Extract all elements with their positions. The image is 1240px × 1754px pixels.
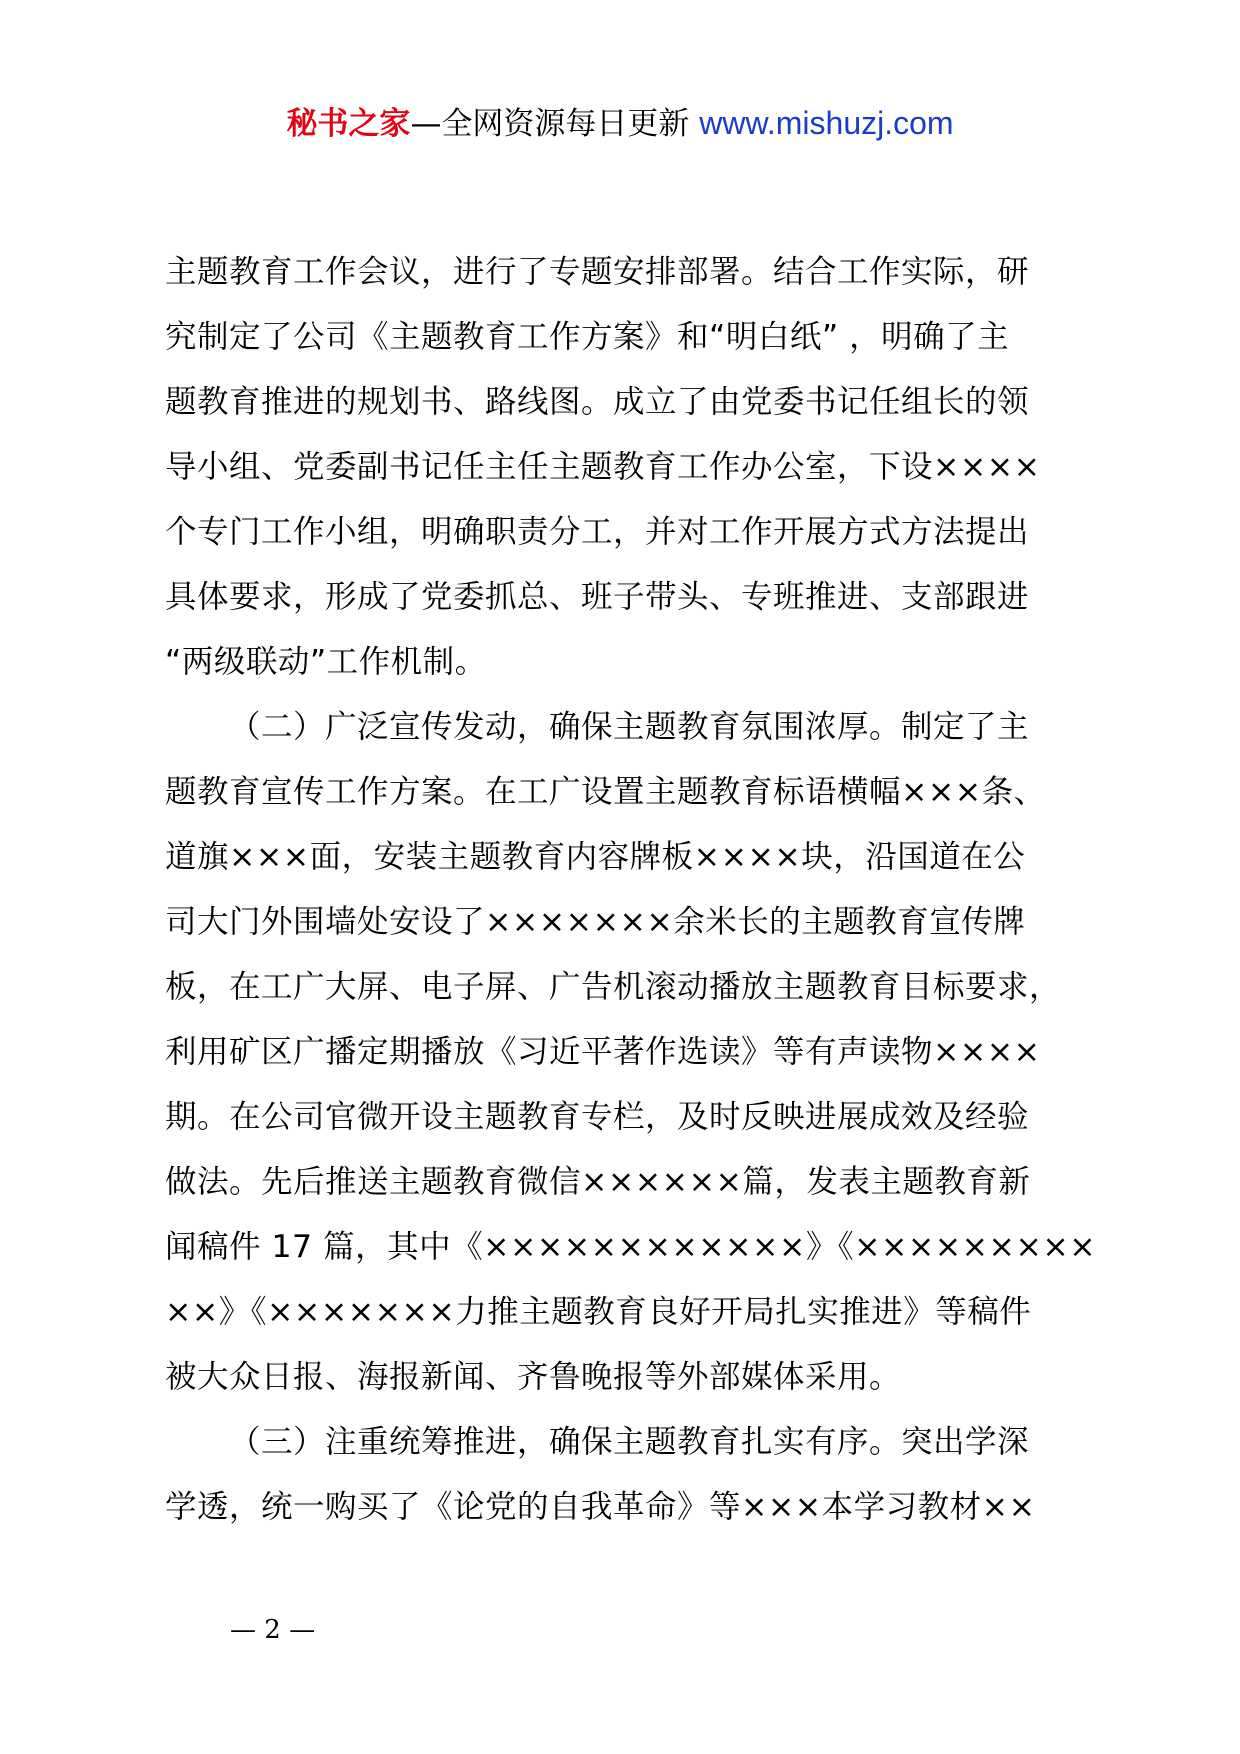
header-tagline: —全网资源每日更新 [410,106,690,142]
body-line: 导小组、党委副书记任主任主题教育工作办公室，下设×××× [165,449,1041,485]
body-line: 做法。先后推送主题教育微信××××××篇，发表主题教育新 [165,1164,1031,1200]
body-line: 期。在公司官微开设主题教育专栏，及时反映进展成效及经验 [165,1099,1030,1135]
brand-name: 秘书之家 [286,106,411,142]
body-line: 被大众日报、海报新闻、齐鲁晚报等外部媒体采用。 [165,1359,902,1395]
body-line: 学透，统一购买了《论党的自我革命》等×××本学习教材×× [165,1489,1036,1525]
body-line: 板，在工广大屏、电子屏、广告机滚动播放主题教育目标要求， [165,969,1062,1005]
document-body [165,240,1097,1540]
body-line: 道旗×××面，安装主题教育内容牌板××××块，沿国道在公 [165,839,1026,875]
body-line: 主题教育工作会议，进行了专题安排部署。结合工作实际，研 [165,254,1030,290]
section-heading-line: （二）广泛宣传发动，确保主题教育氛围浓厚。制定了主 [229,709,1030,745]
body-line: 具体要求，形成了党委抓总、班子带头、专班推进、支部跟进 [165,579,1030,615]
body-line: 题教育推进的规划书、路线图。成立了由党委书记任组长的领 [165,384,1030,420]
site-url-link[interactable]: www.mishuzj.com [699,105,954,141]
section-heading-line: （三）注重统筹推进，确保主题教育扎实有序。突出学深 [229,1424,1030,1460]
body-line: 究制定了公司《主题教育工作方案》和“明白纸” ，明确了主 [165,319,1010,355]
body-line: 司大门外围墙处安设了×××××××余米长的主题教育宣传牌 [165,904,1026,940]
body-line: 题教育宣传工作方案。在工广设置主题教育标语横幅×××条、 [165,774,1046,810]
body-line: ××》《×××××××力推主题教育良好开局扎实推进》等稿件 [165,1294,1032,1330]
page-number: — 2 — [230,1615,316,1645]
body-line: 利用矿区广播定期播放《习近平著作选读》等有声读物×××× [165,1034,1041,1070]
page-header [0,100,1240,147]
body-line: “两级联动”工作机制。 [165,644,487,680]
body-line: 闻稿件 17 篇，其中《××××××××××××》《××××××××× [165,1229,1097,1265]
body-line: 个专门工作小组，明确职责分工，并对工作开展方式方法提出 [165,514,1030,550]
